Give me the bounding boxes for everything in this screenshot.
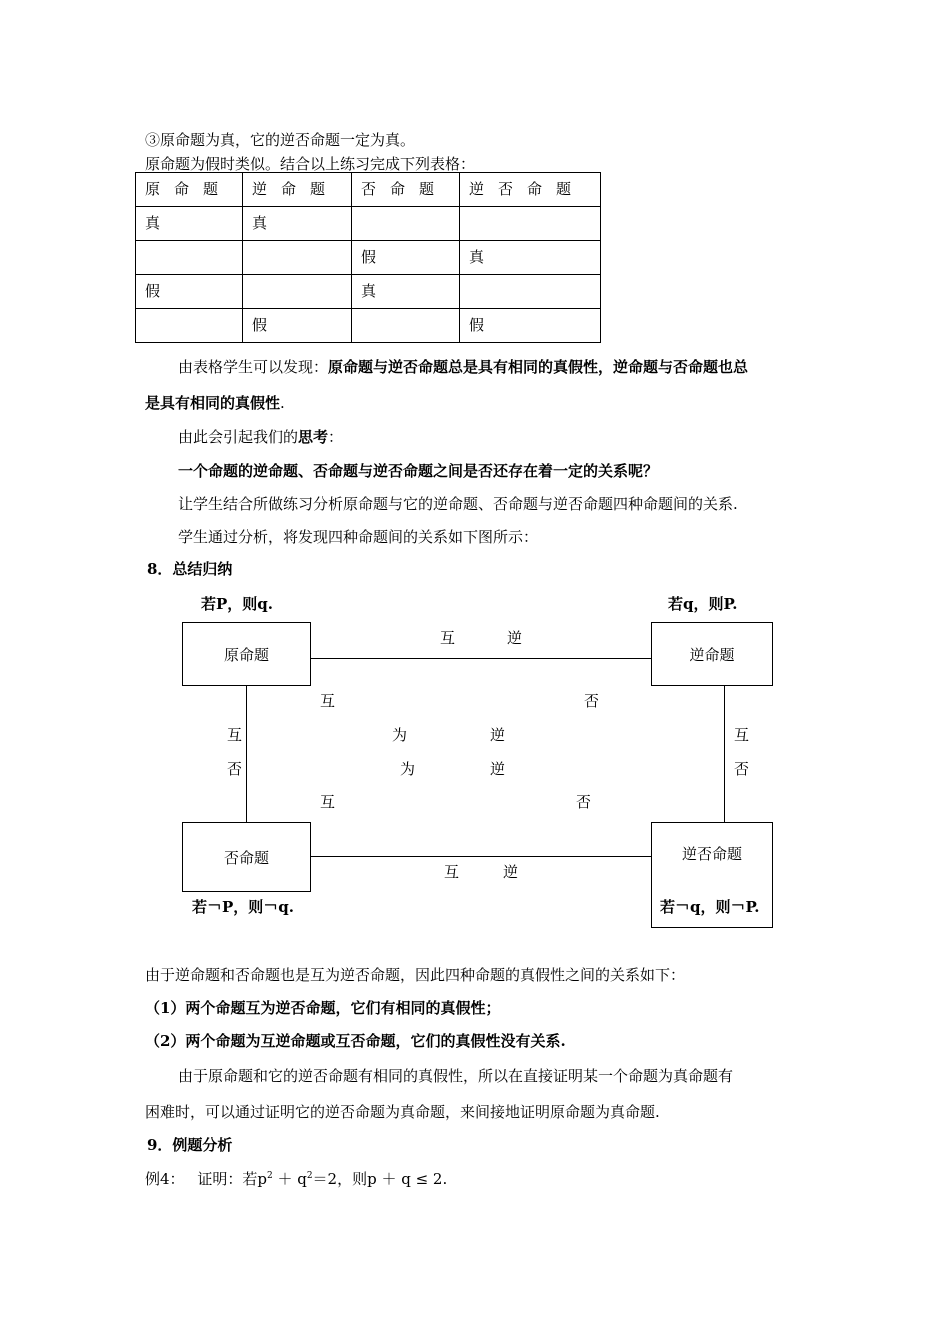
bold-thinking: 思考 bbox=[298, 428, 329, 446]
char-fou: 否 bbox=[576, 793, 592, 811]
example-text-suffix: ＝2，则p ＋ q ≤ 2. bbox=[312, 1170, 448, 1188]
table-header-cell: 逆命题 bbox=[243, 173, 352, 207]
char-ni: 逆 bbox=[490, 726, 506, 744]
text-suffix: ： bbox=[328, 428, 344, 446]
rule-1: （1）两个命题互为逆否命题，它们有相同的真假性； bbox=[145, 999, 501, 1017]
table-header-cell: 否命题 bbox=[352, 173, 460, 207]
char-hu: 互 bbox=[440, 629, 456, 647]
label-contrapositive-form: 若￢q，则￢P. bbox=[660, 898, 760, 916]
intro-line-2: 原命题为假时类似。结合以上练习完成下列表格： bbox=[145, 155, 476, 173]
char-wei: 为 bbox=[400, 760, 416, 778]
table-cell: 假 bbox=[243, 309, 352, 343]
char-fou: 否 bbox=[584, 692, 600, 710]
table-row bbox=[136, 309, 601, 343]
char-hu: 互 bbox=[320, 692, 336, 710]
char-hu: 互 bbox=[227, 726, 243, 744]
table-cell: 假 bbox=[136, 275, 243, 309]
text-prefix: 由表格学生可以发现： bbox=[178, 358, 329, 376]
example-text-mid: ＋ q bbox=[272, 1170, 307, 1188]
table-cell: 真 bbox=[136, 207, 243, 241]
table-cell bbox=[460, 275, 601, 309]
paragraph-table-finding-cont bbox=[145, 392, 285, 413]
char-hu: 互 bbox=[444, 863, 460, 881]
table-cell bbox=[460, 207, 601, 241]
truth-table bbox=[135, 172, 601, 343]
bold-conclusion-b: 是具有相同的真假性 bbox=[145, 394, 281, 412]
text-suffix: . bbox=[280, 394, 285, 412]
paragraph-table-finding bbox=[178, 356, 748, 377]
table-cell: 真 bbox=[352, 275, 460, 309]
box-contrapositive-label: 逆否命题 bbox=[681, 845, 742, 863]
table-row bbox=[136, 275, 601, 309]
table-header-row bbox=[136, 173, 601, 207]
section-heading-9: 9．例题分析 bbox=[147, 1136, 233, 1154]
text-prefix: 由此会引起我们的 bbox=[178, 428, 299, 446]
table-cell bbox=[243, 275, 352, 309]
label-original-form: 若P，则q. bbox=[201, 595, 273, 613]
table-cell bbox=[352, 309, 460, 343]
section-heading-8: 8．总结归纳 bbox=[147, 560, 233, 578]
paragraph-discovery: 学生通过分析，将发现四种命题间的关系如下图所示： bbox=[178, 528, 539, 546]
table-cell: 假 bbox=[352, 241, 460, 275]
intro-line-1: ③原命题为真，它的逆否命题一定为真。 bbox=[145, 131, 416, 149]
char-fou: 否 bbox=[734, 760, 750, 778]
line-right-inverse bbox=[724, 685, 725, 823]
char-ni: 逆 bbox=[507, 629, 523, 647]
example-4 bbox=[145, 1168, 447, 1189]
table-cell bbox=[136, 309, 243, 343]
rule-2: （2）两个命题为互逆命题或互否命题，它们的真假性没有关系. bbox=[145, 1032, 566, 1050]
example-text-prefix: 证明：若p bbox=[197, 1170, 267, 1188]
bold-conclusion-a: 原命题与逆否命题总是具有相同的真假性，逆命题与否命题也总 bbox=[328, 358, 749, 376]
box-converse: 逆命题 bbox=[651, 622, 773, 686]
table-cell: 真 bbox=[460, 241, 601, 275]
question-line: 一个命题的逆命题、否命题与逆否命题之间是否还存在着一定的关系呢？ bbox=[178, 462, 659, 480]
table-header-cell: 原命题 bbox=[136, 173, 243, 207]
char-hu: 互 bbox=[734, 726, 750, 744]
char-ni: 逆 bbox=[490, 760, 506, 778]
table-row bbox=[136, 241, 601, 275]
paragraph-proof-method-b: 困难时，可以通过证明它的逆否命题为真命题，来间接地证明原命题为真命题. bbox=[145, 1103, 660, 1121]
table-header-cell: 逆否命题 bbox=[460, 173, 601, 207]
paragraph-analysis: 让学生结合所做练习分析原命题与它的逆命题、否命题与逆否命题四种命题间的关系. bbox=[178, 495, 738, 513]
line-top-converse bbox=[310, 658, 651, 659]
paragraph-thinking bbox=[178, 426, 343, 447]
label-inverse-form: 若￢P，则￢q. bbox=[192, 898, 294, 916]
superscript: 2 bbox=[266, 1171, 273, 1181]
table-row bbox=[136, 207, 601, 241]
char-ni: 逆 bbox=[503, 863, 519, 881]
paragraph-proof-method-a: 由于原命题和它的逆否命题有相同的真假性，所以在直接证明某一个命题为真命题有 bbox=[178, 1067, 734, 1085]
box-inverse: 否命题 bbox=[182, 822, 311, 892]
label-converse-form: 若q，则P. bbox=[668, 595, 738, 613]
box-original: 原命题 bbox=[182, 622, 311, 686]
paragraph-relationship: 由于逆命题和否命题也是互为逆否命题，因此四种命题的真假性之间的关系如下： bbox=[145, 966, 686, 984]
table-cell bbox=[352, 207, 460, 241]
char-fou: 否 bbox=[227, 760, 243, 778]
char-wei: 为 bbox=[392, 726, 408, 744]
table-cell: 真 bbox=[243, 207, 352, 241]
table-cell bbox=[136, 241, 243, 275]
line-bottom-converse bbox=[310, 856, 651, 857]
table-cell: 假 bbox=[460, 309, 601, 343]
example-label: 例4： bbox=[145, 1170, 185, 1188]
line-left-inverse bbox=[246, 685, 247, 823]
table-cell bbox=[243, 241, 352, 275]
superscript: 2 bbox=[306, 1171, 313, 1181]
char-hu: 互 bbox=[320, 793, 336, 811]
